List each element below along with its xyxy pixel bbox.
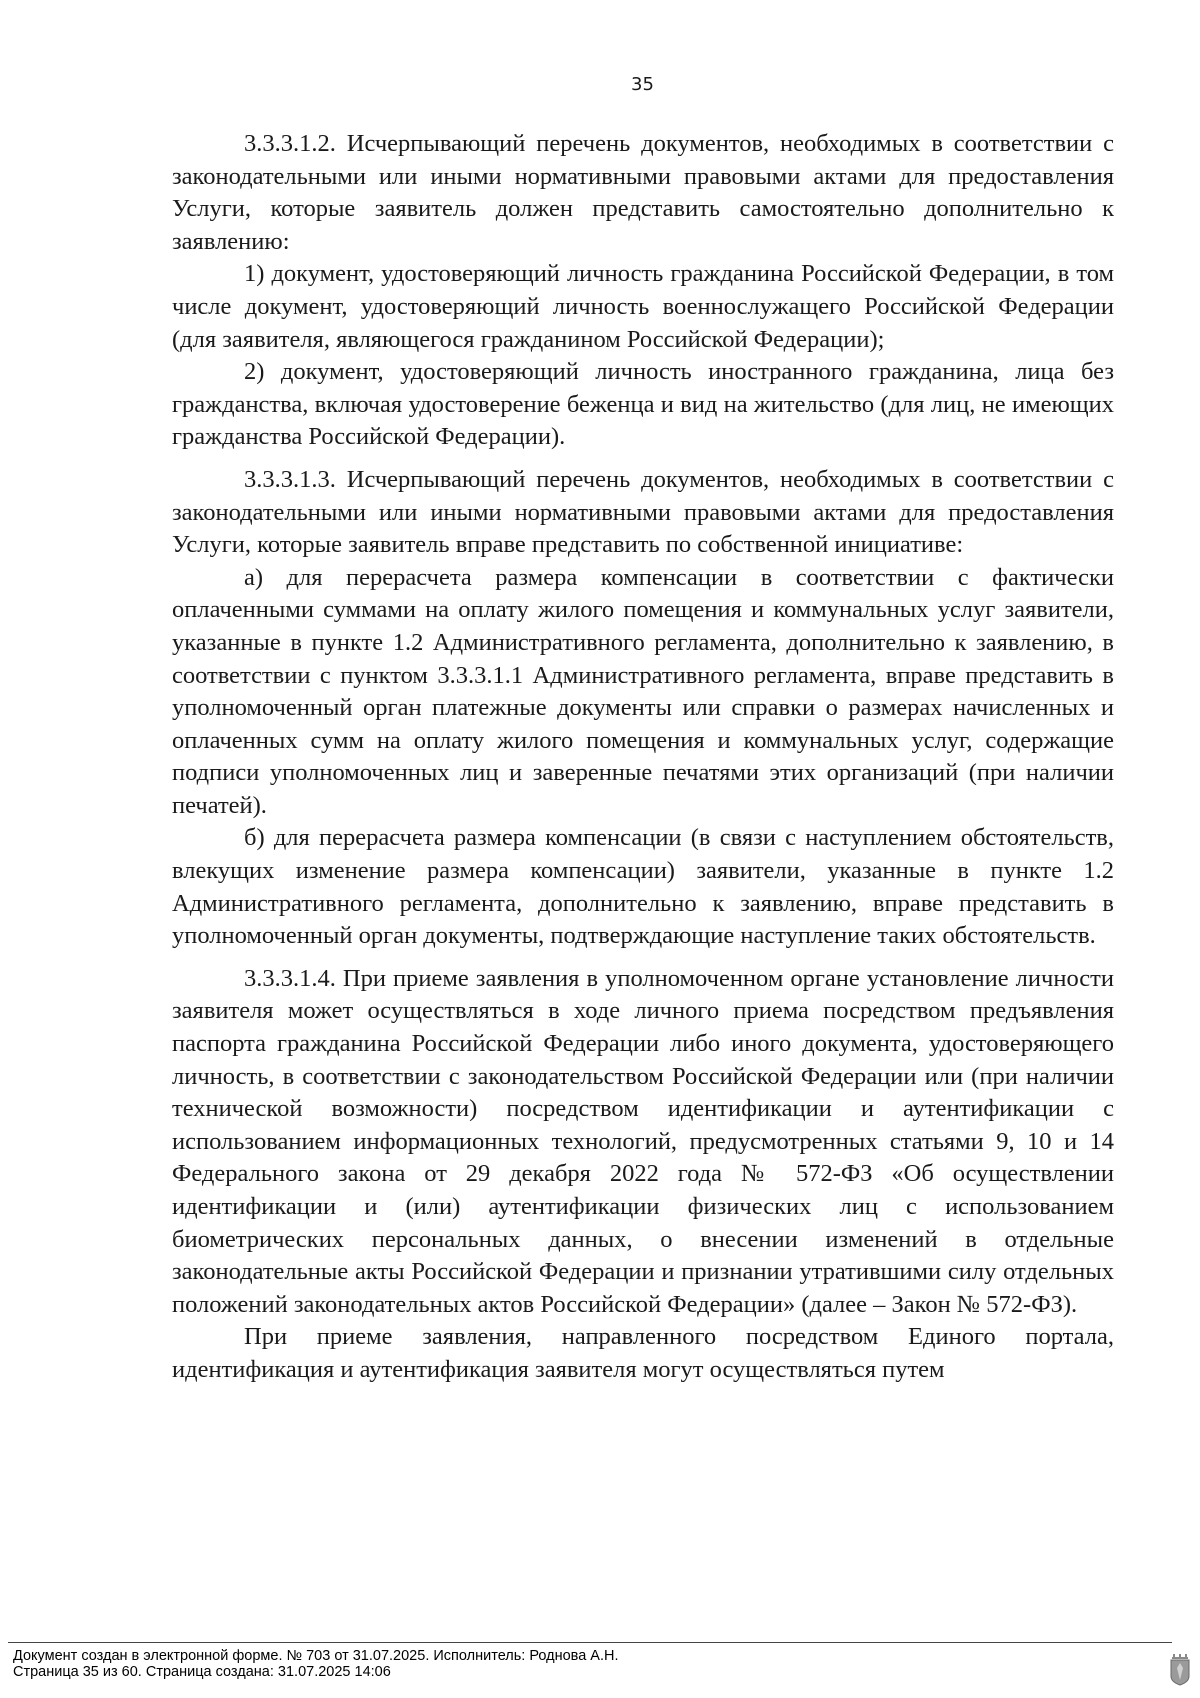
footer-document-info: Документ создан в электронной форме. № 703 от 31.07.2025. Исполнитель: Роднова А.Н. xyxy=(13,1648,619,1664)
coat-of-arms-icon xyxy=(1170,1654,1190,1686)
paragraph-item-a: а) для перерасчета размера компенсации в соответствии с фактически оплаченными суммами на оплату жилого помещения и коммунальных услуг заявители, указанные в пункте 1.2 Административного регламента, дополнительно к заявлению, в соответствии с пунктом 3.3.3.1.1 Административного регламента, вправе представить в уполномоченный орган платежные документы или справки о размерах начисленных и оплаченных сумм на оплату жилого помещения и коммунальных услуг, содержащие подписи уполномоченных лиц и заверенные печатями этих организаций (при наличии печатей). xyxy=(172,563,1114,819)
footer-divider xyxy=(8,1642,1172,1643)
paragraph-item-1: 1) документ, удостоверяющий личность гражданина Российской Федерации, в том числе документ, удостоверяющий личность военнослужащего Российской Федерации (для заявителя, являющегося гражданином Российской Федерации); xyxy=(172,260,1114,353)
paragraph-item-2: 2) документ, удостоверяющий личность иностранного гражданина, лица без гражданства, включая удостоверение беженца и вид на жительство (для лиц, не имеющих гражданства Российской Федерации). xyxy=(172,358,1114,451)
paragraph-item-b: б) для перерасчета размера компенсации (в связи с наступлением обстоятельств, влекущих изменение размера компенсации) заявители, указанные в пункте 1.2 Административного регламента, дополнительно к заявлению, вправе представить в уполномоченный орган документы, подтверждающие наступление таких обстоятельств. xyxy=(172,824,1114,950)
page-number: 35 xyxy=(631,74,654,95)
paragraph-portal-reception: При приеме заявления, направленного посредством Единого портала, идентификация и аутентификация заявителя могут осуществляться путем xyxy=(172,1323,1114,1383)
document-footer xyxy=(13,1648,619,1680)
paragraph-3-3-3-1-4: 3.3.3.1.4. При приеме заявления в уполномоченном органе установление личности заявителя может осуществляться в ходе личного приема посредством предъявления паспорта гражданина Российской Федерации либо иного документа, удостоверяющего личность, в соответствии с законодательством Российской Федерации или (при наличии технической возможности) посредством идентификации и аутентификации с использованием информационных технологий, предусмотренных статьями 9, 10 и 14 Федерального закона от 29 декабря 2022 года № 572-ФЗ «Об осуществлении идентификации и (или) аутентификации физических лиц с использованием биометрических персональных данных, о внесении изменений в отдельные законодательные акты Российской Федерации и признании утратившими силу отдельных положений законодательных актов Российской Федерации» (далее – Закон № 572-ФЗ). xyxy=(172,964,1114,1318)
footer-page-info: Страница 35 из 60. Страница создана: 31.07.2025 14:06 xyxy=(13,1664,391,1680)
paragraph-3-3-3-1-2: 3.3.3.1.2. Исчерпывающий перечень документов, необходимых в соответствии с законодательными или иными нормативными правовыми актами для предоставления Услуги, которые заявитель должен представить самостоятельно дополнительно к заявлению: xyxy=(172,130,1114,255)
document-body xyxy=(172,128,1114,1387)
paragraph-3-3-3-1-3: 3.3.3.1.3. Исчерпывающий перечень документов, необходимых в соответствии с законодательными или иными нормативными правовыми актами для предоставления Услуги, которые заявитель вправе представить по собственной инициативе: xyxy=(172,465,1114,559)
